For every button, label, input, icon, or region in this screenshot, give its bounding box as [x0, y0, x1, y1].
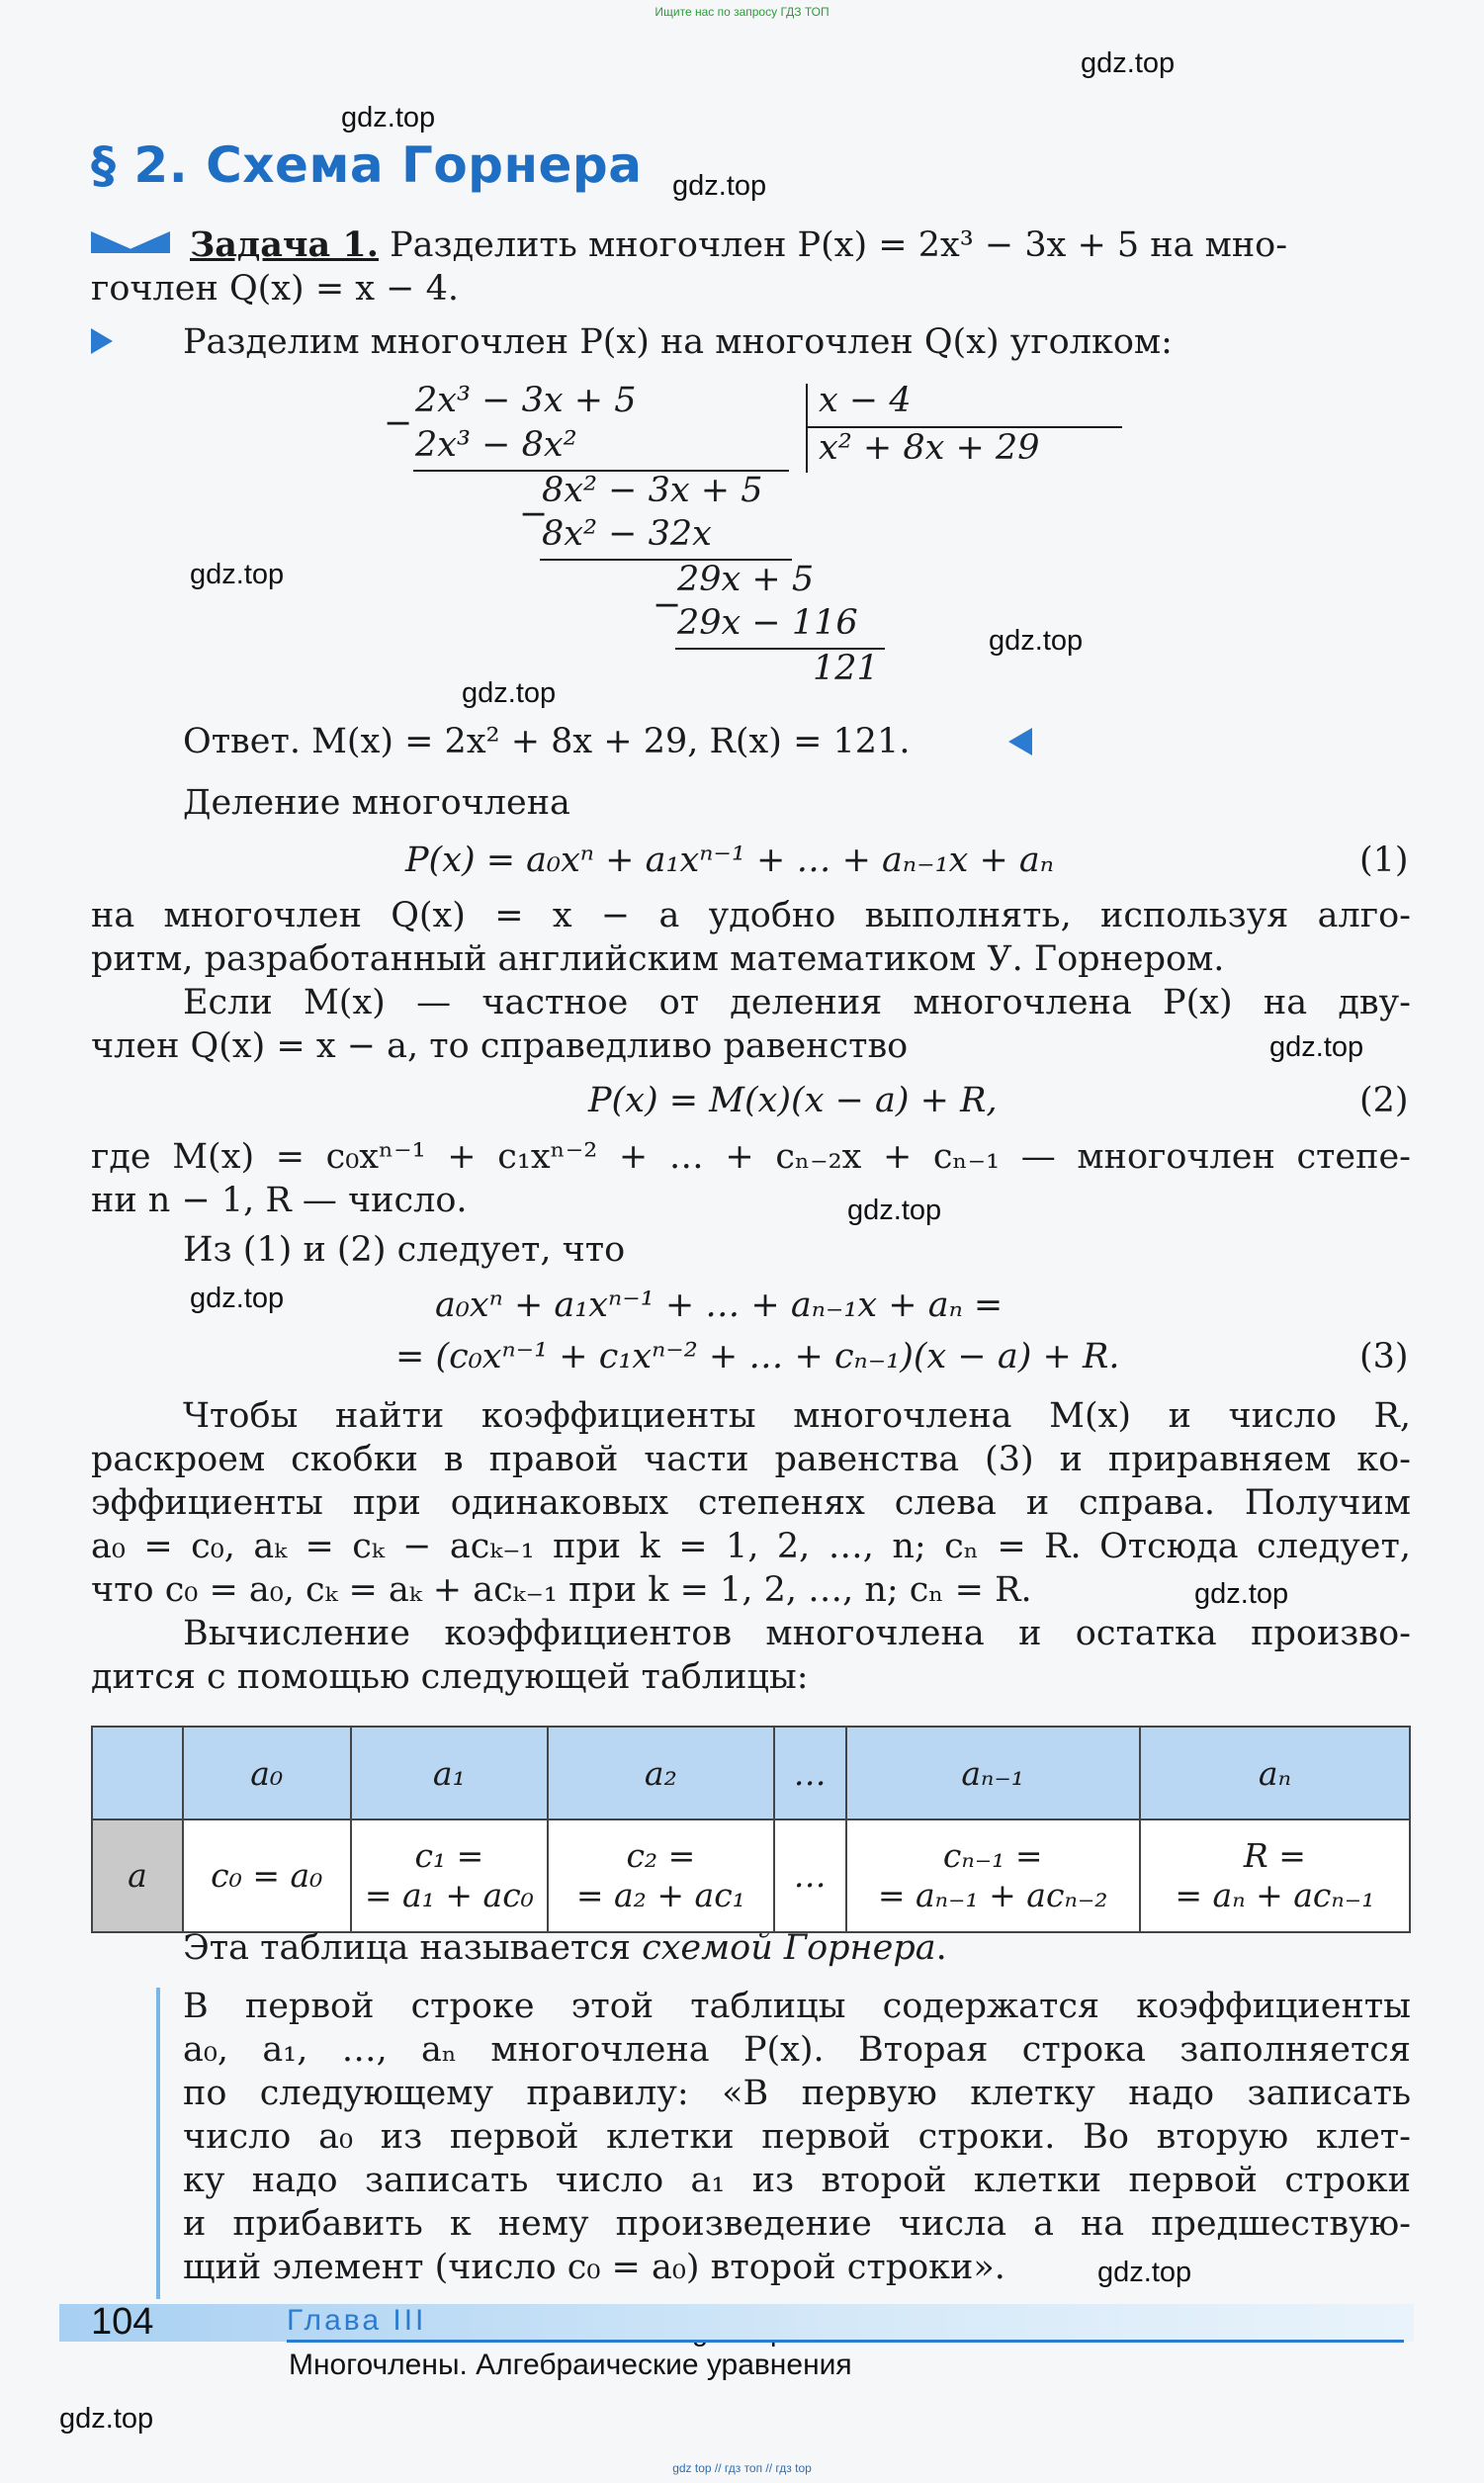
table-cell: a₁: [351, 1727, 548, 1819]
cell-text: cₙ₋₁ =: [942, 1836, 1043, 1875]
paragraph-line: В первой строке этой таблицы содержатся коэффициенты: [183, 1987, 1411, 2026]
table-cell: aₙ: [1140, 1727, 1410, 1819]
solution-end-icon: [1008, 728, 1032, 755]
chapter-underline: [287, 2340, 1404, 2343]
table-cell: [183, 1819, 351, 1932]
cell-text: c₁ =: [414, 1836, 484, 1875]
watermark: gdz.top: [462, 677, 557, 709]
divisor: x − 4: [819, 381, 912, 420]
paragraph-line: раскроем скобки в правой части равенства (3) и приравняем ко-: [91, 1440, 1411, 1479]
equation-3a: a₀xⁿ + a₁xⁿ⁻¹ + … + aₙ₋₁x + aₙ =: [435, 1286, 1004, 1325]
remainder-1: 8x² − 3x + 5: [542, 471, 763, 510]
cell-text: = a₂ + ac₁: [575, 1876, 745, 1914]
equation-number-2: (2): [1359, 1081, 1409, 1120]
table-cell: [548, 1819, 774, 1932]
paragraph-line: [183, 1926, 1411, 1970]
table-cell: [774, 1819, 846, 1932]
task-line-1: [190, 223, 1411, 267]
top-ad-banner[interactable]: Ищите нас по запросу ГДЗ ТОП: [655, 5, 829, 19]
watermark: gdz.top: [1081, 47, 1176, 79]
solution-start-icon: [91, 328, 113, 354]
paragraph-line: Из (1) и (2) следует, что: [183, 1230, 626, 1270]
div-minus-3: −: [653, 585, 682, 625]
paragraph-line: что c₀ = a₀, cₖ = aₖ + acₖ₋₁ при k = 1, 2, …, n; cₙ = R.: [91, 1570, 1032, 1610]
watermark: gdz.top: [190, 1283, 285, 1314]
cell-text: …: [793, 1856, 827, 1895]
horner-table: [91, 1726, 1411, 1933]
watermark: gdz.top: [1269, 1031, 1364, 1063]
watermark: gdz.top: [190, 559, 285, 590]
cell-text: = aₙ + acₙ₋₁: [1175, 1876, 1375, 1914]
final-remainder: 121: [813, 649, 879, 688]
paragraph-line: эффициенты при одинаковых степенях слева и справа. Получим: [91, 1483, 1411, 1523]
footer-bar: [59, 2304, 1414, 2342]
watermark: gdz.top: [341, 102, 436, 133]
cell-text: c₀ = a₀: [211, 1856, 323, 1895]
paragraph-line: член Q(x) = x − a, то справедливо равенство: [91, 1026, 909, 1066]
task-text-1: Разделить многочлен P(x) = 2x³ − 3x + 5 на мно-: [390, 225, 1288, 265]
cell-text: R =: [1243, 1836, 1306, 1875]
cell-text: = aₙ₋₁ + acₙ₋₂: [877, 1876, 1108, 1914]
table-cell: …: [774, 1727, 846, 1819]
term-horner-scheme: схемой Горнера: [642, 1928, 936, 1968]
cell-text: a: [128, 1856, 147, 1895]
paragraph-line: щий элемент (число c₀ = a₀) второй строки».: [183, 2248, 1005, 2287]
paragraph-line: и прибавить к нему произведение числа a на предшествую-: [183, 2204, 1411, 2244]
division-step-2: 8x² − 32x: [542, 514, 712, 554]
paragraph-line: на многочлен Q(x) = x − a удобно выполнять, используя алго-: [91, 896, 1411, 935]
answer: Ответ. M(x) = 2x² + 8x + 29, R(x) = 121.: [183, 722, 911, 761]
task-badge-icon: [91, 231, 170, 253]
table-cell: aₙ₋₁: [846, 1727, 1140, 1819]
task-label: Задача 1.: [190, 224, 379, 265]
division-step-3: 29x − 116: [677, 603, 858, 643]
table-cell: a₀: [183, 1727, 351, 1819]
paragraph-line: число a₀ из первой клетки первой строки. Во вторую клет-: [183, 2117, 1411, 2157]
paragraph-line: a₀, a₁, …, aₙ многочлена P(x). Вторая строка заполняется: [183, 2030, 1411, 2070]
equation-2: P(x) = M(x)(x − a) + R,: [588, 1081, 998, 1120]
remainder-2: 29x + 5: [677, 560, 815, 599]
paragraph-line: по следующему правилу: «В первую клетку надо записать: [183, 2074, 1411, 2113]
paragraph-line: Если M(x) — частное от деления многочлена P(x) на дву-: [183, 983, 1411, 1022]
table-cell: [846, 1819, 1140, 1932]
watermark: gdz.top: [672, 170, 767, 202]
division-bracket: [806, 384, 808, 473]
div-minus-2: −: [519, 494, 549, 534]
division-step-1: 2x³ − 8x²: [415, 425, 577, 465]
cell-text: = a₁ + ac₀: [364, 1876, 534, 1914]
paragraph-line: дится с помощью следующей таблицы:: [91, 1657, 809, 1697]
sidebar-accent-line: [156, 1988, 160, 2299]
equation-number-3: (3): [1359, 1337, 1409, 1376]
watermark: gdz.top: [989, 625, 1084, 657]
paragraph-line: Вычисление коэффициентов многочлена и остатка произво-: [183, 1614, 1411, 1653]
dividend: 2x³ − 3x + 5: [415, 381, 637, 420]
paragraph-line: ни n − 1, R — число.: [91, 1181, 468, 1220]
table-cell: [1140, 1819, 1410, 1932]
table-cell: [351, 1819, 548, 1932]
table-cell: [92, 1727, 183, 1819]
bottom-ad-links[interactable]: gdz top // гдз топ // гдз top: [672, 2461, 812, 2475]
watermark: gdz.top: [1097, 2257, 1192, 2288]
watermark: gdz.top: [1194, 1578, 1289, 1610]
task-line-2: гочлен Q(x) = x − 4.: [91, 269, 459, 309]
section-title: § 2. Схема Горнера: [91, 136, 643, 194]
equation-1: P(x) = a₀xⁿ + a₁xⁿ⁻¹ + … + aₙ₋₁x + aₙ: [405, 841, 1054, 880]
paragraph: Деление многочлена: [183, 783, 570, 823]
table-header-row: [92, 1727, 1410, 1819]
page-number: 104: [91, 2301, 154, 2343]
watermark: gdz.top: [59, 2403, 154, 2435]
text-part: Эта таблица называется: [183, 1928, 643, 1968]
quotient: x² + 8x + 29: [819, 428, 1040, 468]
table-cell: [92, 1819, 183, 1932]
chapter-label: Глава III: [287, 2304, 427, 2337]
div-minus-1: −: [384, 403, 413, 443]
paragraph-line: где M(x) = c₀xⁿ⁻¹ + c₁xⁿ⁻² + … + cₙ₋₂x + cₙ₋₁ — многочлен степе-: [91, 1137, 1411, 1177]
table-cell: a₂: [548, 1727, 774, 1819]
table-row: [92, 1819, 1410, 1932]
text-part: .: [935, 1928, 947, 1968]
cell-text: c₂ =: [626, 1836, 696, 1875]
equation-number-1: (1): [1359, 841, 1409, 880]
paragraph-line: ку надо записать число a₁ из второй клетки первой строки: [183, 2161, 1411, 2200]
division-intro: Разделим многочлен P(x) на многочлен Q(x) уголком:: [183, 322, 1173, 362]
paragraph-line: a₀ = c₀, aₖ = cₖ − acₖ₋₁ при k = 1, 2, …, n; cₙ = R. Отсюда следует,: [91, 1527, 1411, 1566]
equation-3b: = (c₀xⁿ⁻¹ + c₁xⁿ⁻² + … + cₙ₋₁)(x − a) + R.: [395, 1337, 1120, 1376]
chapter-title: Многочлены. Алгебраические уравнения: [289, 2349, 852, 2381]
paragraph-line: Чтобы найти коэффициенты многочлена M(x) и число R,: [183, 1396, 1411, 1436]
watermark: gdz.top: [847, 1195, 942, 1226]
paragraph-line: ритм, разработанный английским математиком У. Горнером.: [91, 939, 1225, 979]
